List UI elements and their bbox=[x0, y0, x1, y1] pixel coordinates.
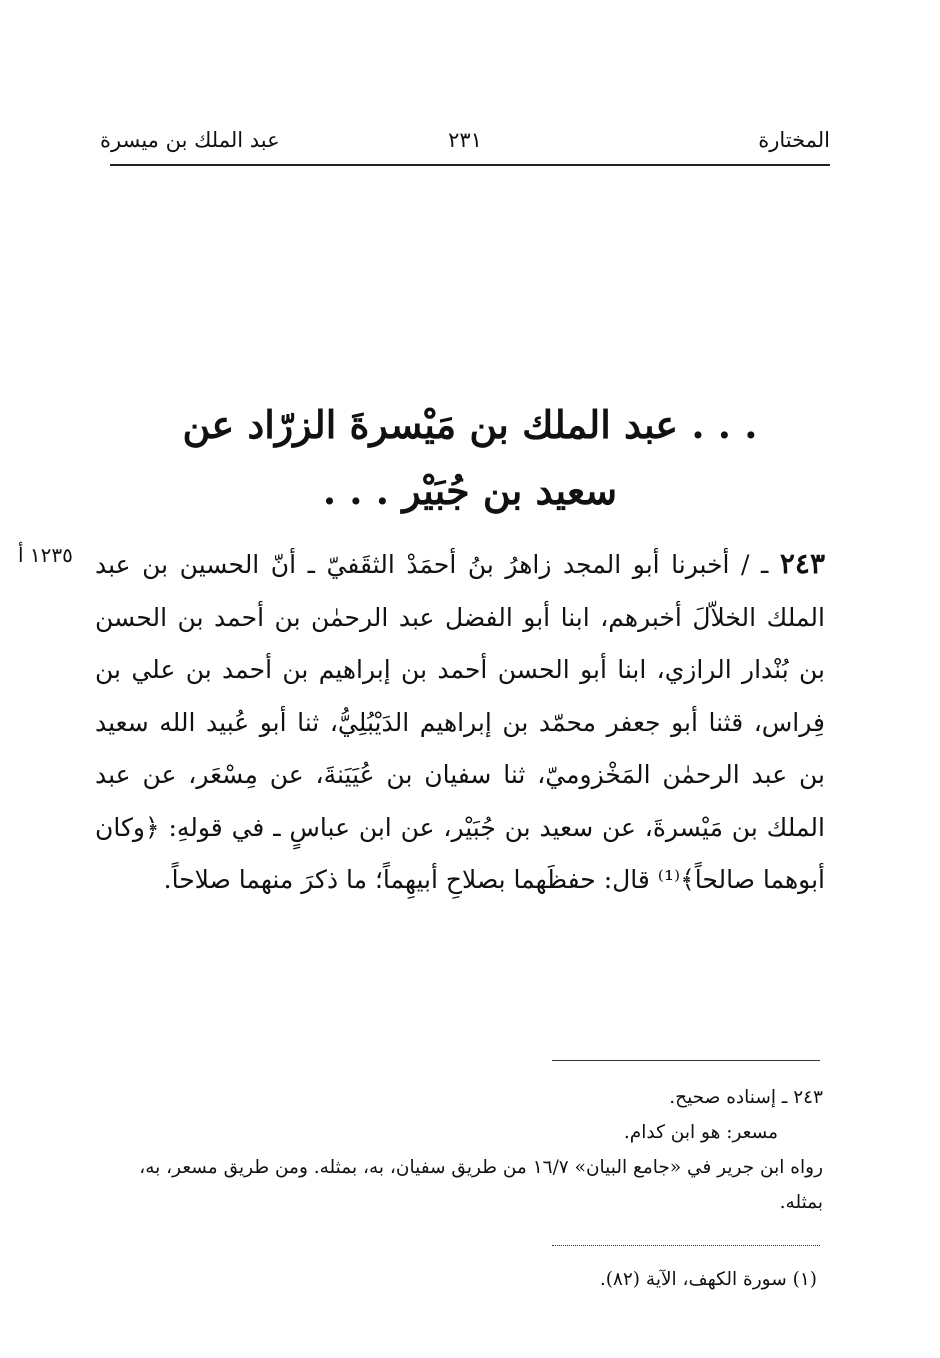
manuscript-margin-reference: ١٢٣٥ أ bbox=[18, 543, 73, 567]
hadith-text: ـ / أخبرنا أبو المجد زاهرُ بنُ أحمَدْ الثقَفيّ ـ أنّ الحسين بن عبد الملك الخلاّلَ أخبرهم، ابنا أبو الفضل عبد الرحمٰن بن أحمد بن الحسن بن بُنْدار الرازي، ابنا أبو الحسن أحمد بن إبراهيم بن أحمد بن علي بن فِراس، قثنا أبو جعفر محمّد بن إبراهيم الدَيْبُلِيُّ، ثنا أبو عُبيد الله سعيد بن عبد الرحمٰن المَخْزوميّ، ثنا سفيان بن عُيَيَنةَ، عن مِسْعَر، عن عبد الملك بن مَيْسرةَ، عن سعيد بن جُبَيْر، عن ابن عباسٍ ـ في قولهِ: ﴿وكان أبوهما صالحاً﴾⁽¹⁾ قال: حفظَهما بصلاحِ أبيهِماً؛ ما ذكرَ منهما صلاحاً. bbox=[95, 550, 825, 894]
header-rule bbox=[110, 164, 830, 166]
chapter-title bbox=[120, 392, 820, 524]
note-grading: ٢٤٣ ـ إسناده صحيح. bbox=[669, 1087, 823, 1108]
chapter-title-line-1: . . . عبد الملك بن مَيْسرةَ الزرّاد عن bbox=[182, 402, 758, 447]
notes-separator bbox=[552, 1060, 820, 1061]
footnote: (١) سورة الكهف، الآية (٨٢). bbox=[599, 1269, 817, 1290]
running-head bbox=[100, 128, 830, 164]
note-narrator: مسعر: هو ابن كدام. bbox=[623, 1122, 778, 1143]
note-source: رواه ابن جرير في «جامع البيان» ١٦/٧ من طريق سفيان، به، بمثله. ومن طريق مسعر، به، بمثله. bbox=[139, 1157, 823, 1213]
editor-notes bbox=[95, 1080, 823, 1220]
hadith-paragraph bbox=[95, 538, 825, 907]
book-title-header: المختارة bbox=[758, 128, 830, 152]
hadith-number: ٢٤٣ bbox=[779, 547, 825, 580]
page-number: ٢٣١ bbox=[448, 128, 482, 152]
footnote-separator bbox=[552, 1245, 820, 1246]
chapter-header: عبد الملك بن ميسرة bbox=[100, 128, 280, 152]
chapter-title-line-2: سعيد بن جُبَيْر . . . bbox=[322, 468, 618, 513]
